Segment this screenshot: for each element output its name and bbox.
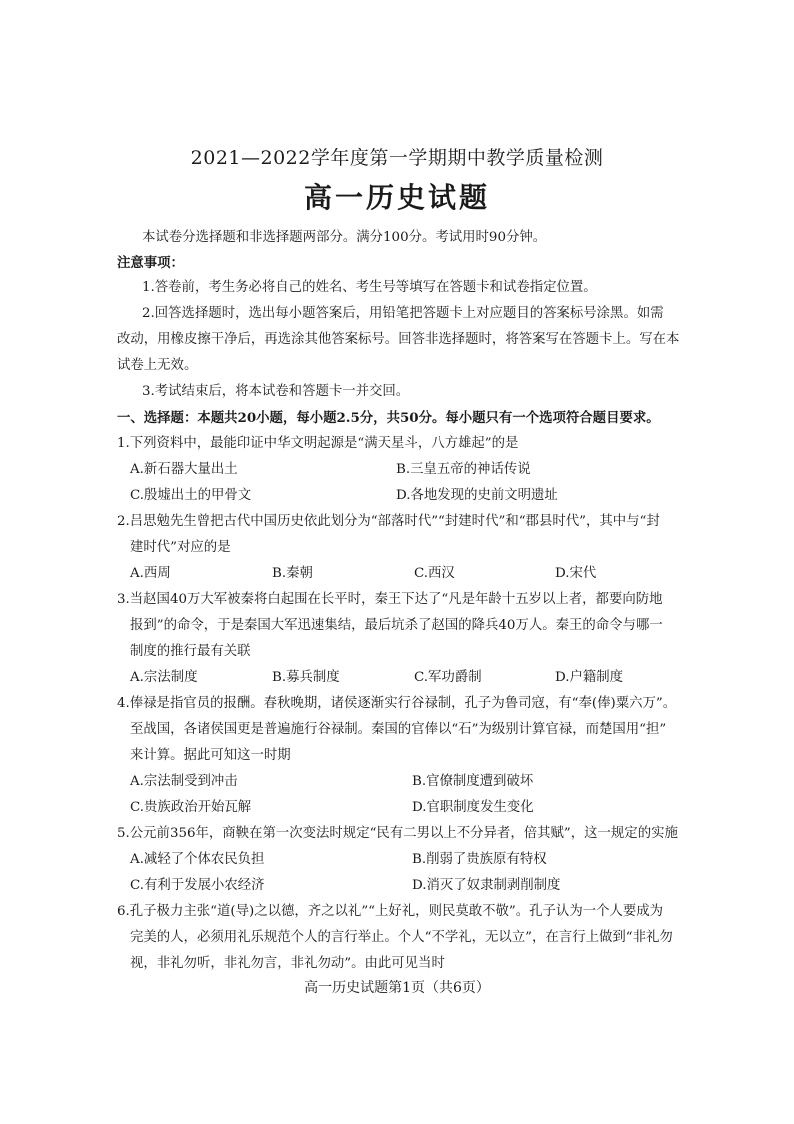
q4-option-a: A.宗法制受到冲击 [130, 774, 238, 789]
q1-stem: 1.下列资料中，最能印证中华文明起源是“满天星斗，八方雄起”的是 [117, 436, 519, 451]
q1-option-b: B.三皇五帝的神话传说 [396, 462, 531, 477]
q3-option-d: D.户籍制度 [555, 670, 624, 685]
notice-item-2-line-2: 改动，用橡皮擦干净后，再选涂其他答案标号。回答非选择题时，将答案写在答题卡上。写在本 [117, 332, 680, 347]
section-1-heading: 一、选择题：本题共20小题，每小题2.5分，共50分。每小题只有一个选项符合题目要求。 [117, 410, 660, 426]
q1-option-c: C.殷墟出土的甲骨文 [130, 488, 252, 503]
q2-option-c: C.西汉 [414, 566, 455, 581]
q2-stem-line-2: 建时代”对应的是 [130, 540, 231, 555]
notice-item-2-line-3: 试卷上无效。 [117, 358, 198, 373]
q4-stem-line-3: 来计算。据此可知这一时期 [130, 748, 291, 763]
q3-option-a: A.宗法制度 [130, 670, 198, 685]
q5-option-d: D.消灭了奴隶制剥削制度 [412, 878, 561, 893]
q5-stem: 5.公元前356年，商鞅在第一次变法时规定“民有二男以上不分异者，倍其赋”，这一规定的实施 [117, 826, 678, 841]
q3-option-c: C.军功爵制 [414, 670, 482, 685]
q6-stem-line-3: 视，非礼勿听，非礼勿言，非礼勿动”。由此可见当时 [130, 956, 445, 971]
q3-stem-line-2: 报到”的命令，于是秦国大军迅速集结，最后坑杀了赵国的降兵40万人。秦王的命令与哪一 [130, 618, 663, 633]
exam-title: 2021—2022学年度第一学期期中教学质量检测 [190, 147, 604, 169]
q4-stem-line-2: 至战国，各诸侯国更是普遍施行谷禄制。秦国的官俸以“石”为级别计算官禄，而楚国用“担” [130, 722, 667, 737]
q2-option-d: D.宋代 [555, 566, 597, 581]
q2-stem-line-1: 2.吕思勉先生曾把古代中国历史依此划分为“部落时代”“封建时代”和“郡县时代”，其中与“封 [117, 514, 660, 529]
page-footer: 高一历史试题第1页（共6页） [304, 980, 490, 996]
notice-item-1: 1.答卷前，考生务必将自己的姓名、考生号等填写在答题卡和试卷指定位置。 [142, 280, 597, 295]
q6-stem-line-2: 完美的人，必须用礼乐规范个人的言行举止。个人“不学礼，无以立”，在言行上做到“非礼勿 [130, 930, 673, 945]
q5-option-a: A.减轻了个体农民负担 [130, 852, 265, 867]
q2-option-b: B.秦朝 [272, 566, 313, 581]
q4-option-d: D.官职制度发生变化 [412, 800, 534, 815]
q3-option-b: B.募兵制度 [272, 670, 340, 685]
q1-option-d: D.各地发现的史前文明遗址 [396, 488, 558, 503]
intro-text: 本试卷分选择题和非选择题两部分。满分100分。考试用时90分钟。 [142, 230, 547, 245]
subject-title: 高一历史试题 [303, 181, 490, 214]
q4-option-b: B.官僚制度遭到破坏 [412, 774, 534, 789]
q4-stem-line-1: 4.俸禄是指官员的报酬。春秋晚期，诸侯逐渐实行谷禄制，孔子为鲁司寇，有“奉(俸)粟六万”。 [117, 696, 677, 711]
q1-option-a: A.新石器大量出土 [130, 462, 238, 477]
q3-stem-line-3: 制度的推行最有关联 [130, 644, 251, 659]
q5-option-c: C.有利于发展小农经济 [130, 878, 265, 893]
notice-item-3: 3.考试结束后，将本试卷和答题卡一并交回。 [142, 384, 410, 399]
notice-heading: 注意事项： [117, 255, 184, 271]
q4-option-c: C.贵族政治开始瓦解 [130, 800, 252, 815]
q3-stem-line-1: 3.当赵国40万大军被秦将白起围在长平时，秦王下达了“凡是年龄十五岁以上者，都要向防地 [117, 592, 663, 607]
q2-option-a: A.西周 [130, 566, 171, 581]
q6-stem-line-1: 6.孔子极力主张“道(导)之以德，齐之以礼”“上好礼，则民莫敢不敬”。孔子认为一个人要成为 [117, 904, 664, 919]
notice-item-2-line-1: 2.回答选择题时，选出每小题答案后，用铅笔把答题卡上对应题目的答案标号涂黑。如需 [142, 306, 664, 321]
q5-option-b: B.削弱了贵族原有特权 [412, 852, 547, 867]
